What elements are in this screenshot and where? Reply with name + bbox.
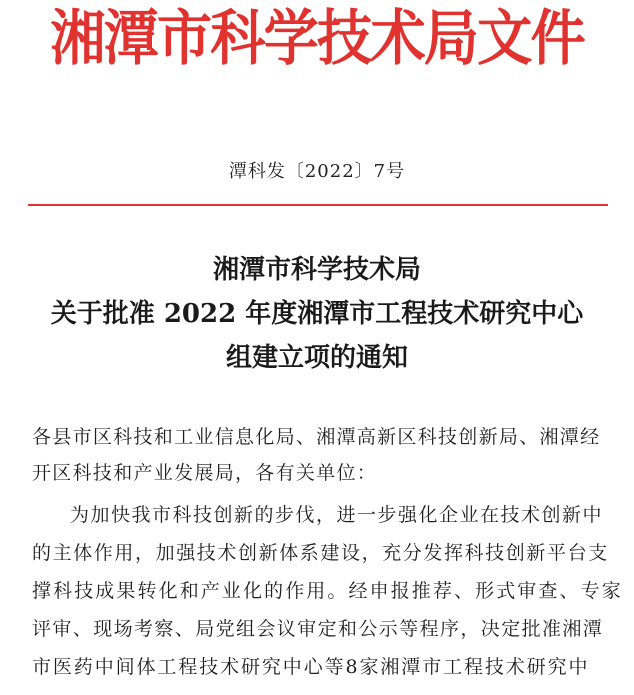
addressee-line-1: 各县市区科技和工业信息化局、湘潭高新区科技创新局、湘潭经 xyxy=(32,426,601,448)
body-line-5: 市医药中间体工程技术研究中心等8家湘潭市工程技术研究中 xyxy=(32,656,590,678)
body-line-1: 为加快我市科技创新的步伐，进一步强化企业在技术创新中 xyxy=(70,504,604,526)
red-divider-line xyxy=(28,204,608,206)
document-number: 潭科发〔2022〕7号 xyxy=(228,161,406,182)
body-line-2: 的主体作用，加强技术创新体系建设，充分发挥科技创新平台支 xyxy=(32,542,609,564)
issuing-authority-header: 湘潭市科学技术局文件 xyxy=(50,4,584,74)
notice-title-line-1: 湘潭市科学技术局 xyxy=(212,255,421,285)
body-line-3: 撑科技成果转化和产业化的作用。经申报推荐、形式审查、专家 xyxy=(32,580,623,602)
body-line-4: 评审、现场考察、局党组会议审定和公示等程序，决定批准湘潭 xyxy=(32,618,604,640)
notice-title-line-3: 组建立项的通知 xyxy=(225,343,408,373)
notice-title-line-2: 关于批准 2022 年度湘潭市工程技术研究中心 xyxy=(50,299,584,329)
addressee-line-2: 开区科技和产业发展局，各有关单位： xyxy=(32,462,378,484)
